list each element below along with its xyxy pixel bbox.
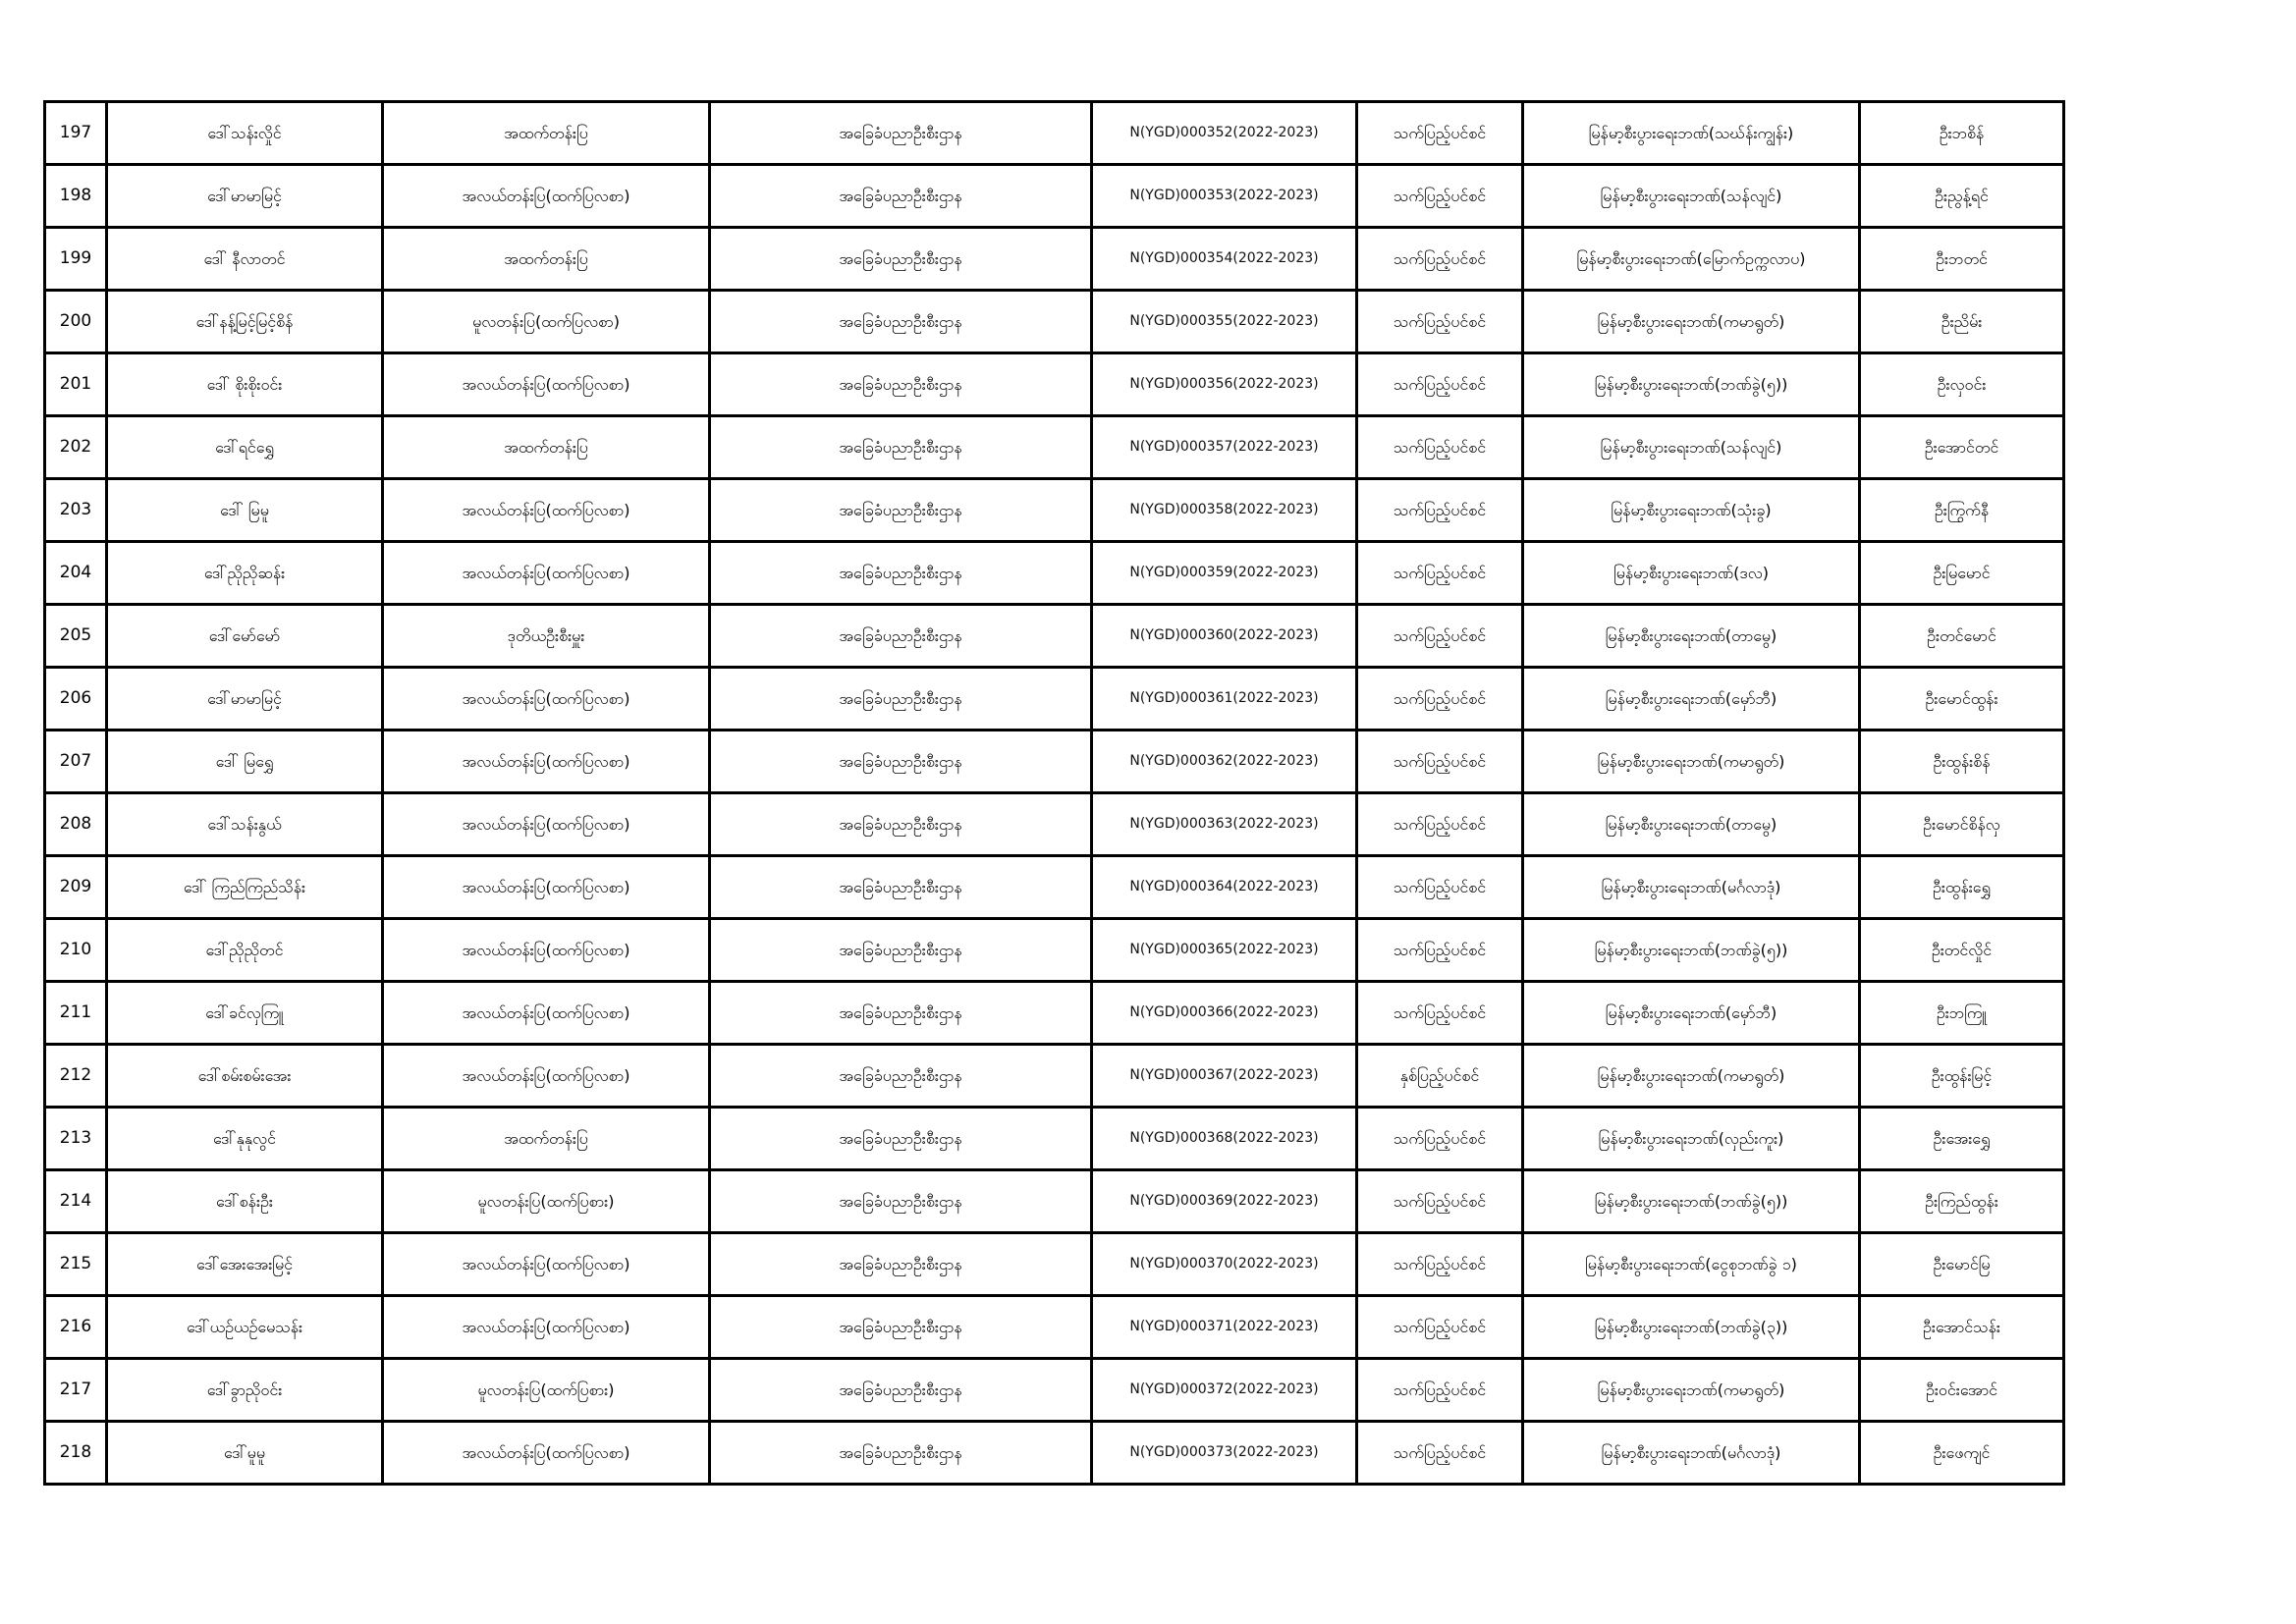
row-number-cell: 207 xyxy=(45,731,107,793)
father-name-cell: ဦးညွန့်ရင် xyxy=(1860,165,2064,228)
father-name-cell: ဦးမောင်မြ xyxy=(1860,1233,2064,1296)
bank-branch-cell: မြန်မာ့စီးပွားရေးဘဏ်(လှည်းကူး) xyxy=(1523,1108,1860,1170)
department-cell: အခြေခံပညာဦးစီးဌာန xyxy=(710,731,1092,793)
table-row xyxy=(45,1422,2064,1485)
name-cell: ဒေါ်ရင်ရွှေ xyxy=(107,416,383,479)
father-name-cell: ဦးညိမ်း xyxy=(1860,291,2064,353)
father-name-cell: ဦးဘတင် xyxy=(1860,228,2064,291)
name-cell: ဒေါ်ခွာညိုဝင်း xyxy=(107,1359,383,1422)
name-cell: ဒေါ်ညိုညိုတင် xyxy=(107,919,383,982)
table-row xyxy=(45,1045,2064,1108)
bank-branch-cell: မြန်မာ့စီးပွားရေးဘဏ်(သုံးခွ) xyxy=(1523,479,1860,542)
department-cell: အခြေခံပညာဦးစီးဌာန xyxy=(710,605,1092,668)
row-number-cell: 208 xyxy=(45,793,107,856)
bank-branch-cell: မြန်မာ့စီးပွားရေးဘဏ်(တာမွေ) xyxy=(1523,793,1860,856)
pension-type-cell: သက်ပြည့်ပင်စင် xyxy=(1357,1233,1523,1296)
reference-number-cell: N(YGD)000365(2022-2023) xyxy=(1092,919,1357,982)
position-cell: မူလတန်းပြ(ထက်ပြလစာ) xyxy=(383,291,710,353)
reference-number-cell: N(YGD)000353(2022-2023) xyxy=(1092,165,1357,228)
bank-branch-cell: မြန်မာ့စီးပွားရေးဘဏ်(ငွေစုဘဏ်ခွဲ ၁) xyxy=(1523,1233,1860,1296)
department-cell: အခြေခံပညာဦးစီးဌာန xyxy=(710,291,1092,353)
pension-type-cell: နှစ်ပြည့်ပင်စင် xyxy=(1357,1045,1523,1108)
pension-list-table xyxy=(43,100,2065,1486)
position-cell: အလယ်တန်းပြ(ထက်ပြလစာ) xyxy=(383,165,710,228)
position-cell: အလယ်တန်းပြ(ထက်ပြလစာ) xyxy=(383,1422,710,1485)
name-cell: ဒေါ်မာမာမြင့် xyxy=(107,165,383,228)
position-cell: အလယ်တန်းပြ(ထက်ပြလစာ) xyxy=(383,479,710,542)
name-cell: ဒေါ်နန့်မြင့်မြင့်စိန် xyxy=(107,291,383,353)
reference-number-cell: N(YGD)000369(2022-2023) xyxy=(1092,1170,1357,1233)
table-row xyxy=(45,605,2064,668)
department-cell: အခြေခံပညာဦးစီးဌာန xyxy=(710,668,1092,731)
father-name-cell: ဦးဘကြူ xyxy=(1860,982,2064,1045)
table-row xyxy=(45,416,2064,479)
reference-number-cell: N(YGD)000357(2022-2023) xyxy=(1092,416,1357,479)
department-cell: အခြေခံပညာဦးစီးဌာန xyxy=(710,228,1092,291)
position-cell: အလယ်တန်းပြ(ထက်ပြလစာ) xyxy=(383,1296,710,1359)
pension-type-cell: သက်ပြည့်ပင်စင် xyxy=(1357,165,1523,228)
row-number-cell: 204 xyxy=(45,542,107,605)
pension-type-cell: သက်ပြည့်ပင်စင် xyxy=(1357,793,1523,856)
father-name-cell: ဦးမောင်စိန်လှ xyxy=(1860,793,2064,856)
name-cell: ဒေါ် နီလာတင် xyxy=(107,228,383,291)
bank-branch-cell: မြန်မာ့စီးပွားရေးဘဏ်(ဘဏ်ခွဲ(၅)) xyxy=(1523,1170,1860,1233)
table-row xyxy=(45,1108,2064,1170)
name-cell: ဒေါ် ကြည်ကြည်သိန်း xyxy=(107,856,383,919)
bank-branch-cell: မြန်မာ့စီးပွားရေးဘဏ်(မှော်ဘီ) xyxy=(1523,982,1860,1045)
row-number-cell: 212 xyxy=(45,1045,107,1108)
name-cell: ဒေါ်စမ်းစမ်းအေး xyxy=(107,1045,383,1108)
table-row xyxy=(45,542,2064,605)
row-number-cell: 217 xyxy=(45,1359,107,1422)
bank-branch-cell: မြန်မာ့စီးပွားရေးဘဏ်(သန်လျင်) xyxy=(1523,165,1860,228)
pension-type-cell: သက်ပြည့်ပင်စင် xyxy=(1357,982,1523,1045)
reference-number-cell: N(YGD)000373(2022-2023) xyxy=(1092,1422,1357,1485)
table-row xyxy=(45,479,2064,542)
pension-type-cell: သက်ပြည့်ပင်စင် xyxy=(1357,1108,1523,1170)
position-cell: အထက်တန်းပြ xyxy=(383,1108,710,1170)
department-cell: အခြေခံပညာဦးစီးဌာန xyxy=(710,856,1092,919)
name-cell: ဒေါ်ယဉ်ယဉ်မေသန်း xyxy=(107,1296,383,1359)
reference-number-cell: N(YGD)000370(2022-2023) xyxy=(1092,1233,1357,1296)
pension-type-cell: သက်ပြည့်ပင်စင် xyxy=(1357,919,1523,982)
table-body xyxy=(45,102,2064,1485)
row-number-cell: 213 xyxy=(45,1108,107,1170)
pension-type-cell: သက်ပြည့်ပင်စင် xyxy=(1357,353,1523,416)
row-number-cell: 197 xyxy=(45,102,107,165)
bank-branch-cell: မြန်မာ့စီးပွားရေးဘဏ်(ကမာရွတ်) xyxy=(1523,731,1860,793)
reference-number-cell: N(YGD)000362(2022-2023) xyxy=(1092,731,1357,793)
reference-number-cell: N(YGD)000358(2022-2023) xyxy=(1092,479,1357,542)
bank-branch-cell: မြန်မာ့စီးပွားရေးဘဏ်(မြောက်ဥက္ကလာပ) xyxy=(1523,228,1860,291)
row-number-cell: 199 xyxy=(45,228,107,291)
table-row xyxy=(45,793,2064,856)
reference-number-cell: N(YGD)000361(2022-2023) xyxy=(1092,668,1357,731)
reference-number-cell: N(YGD)000372(2022-2023) xyxy=(1092,1359,1357,1422)
pension-type-cell: သက်ပြည့်ပင်စင် xyxy=(1357,605,1523,668)
department-cell: အခြေခံပညာဦးစီးဌာန xyxy=(710,479,1092,542)
position-cell: အထက်တန်းပြ xyxy=(383,416,710,479)
pension-type-cell: သက်ပြည့်ပင်စင် xyxy=(1357,1422,1523,1485)
pension-type-cell: သက်ပြည့်ပင်စင် xyxy=(1357,228,1523,291)
position-cell: အလယ်တန်းပြ(ထက်ပြလစာ) xyxy=(383,793,710,856)
reference-number-cell: N(YGD)000371(2022-2023) xyxy=(1092,1296,1357,1359)
department-cell: အခြေခံပညာဦးစီးဌာန xyxy=(710,1108,1092,1170)
pension-type-cell: သက်ပြည့်ပင်စင် xyxy=(1357,102,1523,165)
pension-type-cell: သက်ပြည့်ပင်စင် xyxy=(1357,856,1523,919)
pension-type-cell: သက်ပြည့်ပင်စင် xyxy=(1357,731,1523,793)
department-cell: အခြေခံပညာဦးစီးဌာန xyxy=(710,1296,1092,1359)
row-number-cell: 201 xyxy=(45,353,107,416)
table-row xyxy=(45,102,2064,165)
reference-number-cell: N(YGD)000368(2022-2023) xyxy=(1092,1108,1357,1170)
row-number-cell: 203 xyxy=(45,479,107,542)
row-number-cell: 216 xyxy=(45,1296,107,1359)
reference-number-cell: N(YGD)000356(2022-2023) xyxy=(1092,353,1357,416)
bank-branch-cell: မြန်မာ့စီးပွားရေးဘဏ်(ကမာရွတ်) xyxy=(1523,1045,1860,1108)
row-number-cell: 202 xyxy=(45,416,107,479)
table-row xyxy=(45,228,2064,291)
department-cell: အခြေခံပညာဦးစီးဌာန xyxy=(710,416,1092,479)
father-name-cell: ဦးအောင်သန်း xyxy=(1860,1296,2064,1359)
department-cell: အခြေခံပညာဦးစီးဌာန xyxy=(710,102,1092,165)
father-name-cell: ဦးတင်လှိုင် xyxy=(1860,919,2064,982)
father-name-cell: ဦးမောင်ထွန်း xyxy=(1860,668,2064,731)
name-cell: ဒေါ်မော်မော် xyxy=(107,605,383,668)
name-cell: ဒေါ်မာမာမြင့် xyxy=(107,668,383,731)
table-row xyxy=(45,982,2064,1045)
position-cell: အလယ်တန်းပြ(ထက်ပြလစာ) xyxy=(383,353,710,416)
reference-number-cell: N(YGD)000363(2022-2023) xyxy=(1092,793,1357,856)
reference-number-cell: N(YGD)000366(2022-2023) xyxy=(1092,982,1357,1045)
bank-branch-cell: မြန်မာ့စီးပွားရေးဘဏ်(သဃ်န်းကျွန်း) xyxy=(1523,102,1860,165)
reference-number-cell: N(YGD)000354(2022-2023) xyxy=(1092,228,1357,291)
department-cell: အခြေခံပညာဦးစီးဌာန xyxy=(710,982,1092,1045)
name-cell: ဒေါ်အေးအေးမြင့် xyxy=(107,1233,383,1296)
row-number-cell: 210 xyxy=(45,919,107,982)
reference-number-cell: N(YGD)000360(2022-2023) xyxy=(1092,605,1357,668)
position-cell: မူလတန်းပြ(ထက်ပြစား) xyxy=(383,1170,710,1233)
table-row xyxy=(45,668,2064,731)
position-cell: အထက်တန်းပြ xyxy=(383,228,710,291)
pension-type-cell: သက်ပြည့်ပင်စင် xyxy=(1357,1296,1523,1359)
row-number-cell: 198 xyxy=(45,165,107,228)
table-row xyxy=(45,731,2064,793)
father-name-cell: ဦးအောင်တင် xyxy=(1860,416,2064,479)
position-cell: အလယ်တန်းပြ(ထက်ပြလစာ) xyxy=(383,542,710,605)
position-cell: အလယ်တန်းပြ(ထက်ပြလစာ) xyxy=(383,1045,710,1108)
position-cell: အလယ်တန်းပြ(ထက်ပြလစာ) xyxy=(383,731,710,793)
father-name-cell: ဦးဝင်းအောင် xyxy=(1860,1359,2064,1422)
table-row xyxy=(45,165,2064,228)
bank-branch-cell: မြန်မာ့စီးပွားရေးဘဏ်(တာမွေ) xyxy=(1523,605,1860,668)
table-row xyxy=(45,1296,2064,1359)
name-cell: ဒေါ်ညိုညိုဆန်း xyxy=(107,542,383,605)
pension-type-cell: သက်ပြည့်ပင်စင် xyxy=(1357,416,1523,479)
bank-branch-cell: မြန်မာ့စီးပွားရေးဘဏ်(ဘဏ်ခွဲ(၃)) xyxy=(1523,1296,1860,1359)
row-number-cell: 205 xyxy=(45,605,107,668)
position-cell: မူလတန်းပြ(ထက်ပြစား) xyxy=(383,1359,710,1422)
department-cell: အခြေခံပညာဦးစီးဌာန xyxy=(710,793,1092,856)
row-number-cell: 209 xyxy=(45,856,107,919)
bank-branch-cell: မြန်မာ့စီးပွားရေးဘဏ်(သန်လျင်) xyxy=(1523,416,1860,479)
position-cell: ဒုတိယဦးစီးမှူး xyxy=(383,605,710,668)
name-cell: ဒေါ်နုနုလွင် xyxy=(107,1108,383,1170)
bank-branch-cell: မြန်မာ့စီးပွားရေးဘဏ်(မင်္ဂလာဒုံ) xyxy=(1523,856,1860,919)
row-number-cell: 200 xyxy=(45,291,107,353)
position-cell: အလယ်တန်းပြ(ထက်ပြလစာ) xyxy=(383,1233,710,1296)
name-cell: ဒေါ် မြရွှေ xyxy=(107,731,383,793)
bank-branch-cell: မြန်မာ့စီးပွားရေးဘဏ်(ဘဏ်ခွဲ(၅)) xyxy=(1523,353,1860,416)
bank-branch-cell: မြန်မာ့စီးပွားရေးဘဏ်(ကမာရွတ်) xyxy=(1523,291,1860,353)
department-cell: အခြေခံပညာဦးစီးဌာန xyxy=(710,353,1092,416)
pension-type-cell: သက်ပြည့်ပင်စင် xyxy=(1357,479,1523,542)
position-cell: အလယ်တန်းပြ(ထက်ပြလစာ) xyxy=(383,982,710,1045)
department-cell: အခြေခံပညာဦးစီးဌာန xyxy=(710,1233,1092,1296)
name-cell: ဒေါ်သန်းလှိုင် xyxy=(107,102,383,165)
father-name-cell: ဦးကြွက်နီ xyxy=(1860,479,2064,542)
position-cell: အလယ်တန်းပြ(ထက်ပြလစာ) xyxy=(383,856,710,919)
bank-branch-cell: မြန်မာ့စီးပွားရေးဘဏ်(မှော်ဘီ) xyxy=(1523,668,1860,731)
bank-branch-cell: မြန်မာ့စီးပွားရေးဘဏ်(ဒလ) xyxy=(1523,542,1860,605)
department-cell: အခြေခံပညာဦးစီးဌာန xyxy=(710,165,1092,228)
department-cell: အခြေခံပညာဦးစီးဌာန xyxy=(710,1359,1092,1422)
department-cell: အခြေခံပညာဦးစီးဌာန xyxy=(710,919,1092,982)
father-name-cell: ဦးထွန်းရွှေ xyxy=(1860,856,2064,919)
row-number-cell: 215 xyxy=(45,1233,107,1296)
father-name-cell: ဦးလှဝင်း xyxy=(1860,353,2064,416)
row-number-cell: 214 xyxy=(45,1170,107,1233)
reference-number-cell: N(YGD)000367(2022-2023) xyxy=(1092,1045,1357,1108)
position-cell: အထက်တန်းပြ xyxy=(383,102,710,165)
table-row xyxy=(45,1170,2064,1233)
pension-type-cell: သက်ပြည့်ပင်စင် xyxy=(1357,291,1523,353)
department-cell: အခြေခံပညာဦးစီးဌာန xyxy=(710,1422,1092,1485)
name-cell: ဒေါ်စန်းဦး xyxy=(107,1170,383,1233)
department-cell: အခြေခံပညာဦးစီးဌာန xyxy=(710,1045,1092,1108)
pension-type-cell: သက်ပြည့်ပင်စင် xyxy=(1357,1359,1523,1422)
name-cell: ဒေါ်ခင်လှကြူ xyxy=(107,982,383,1045)
reference-number-cell: N(YGD)000355(2022-2023) xyxy=(1092,291,1357,353)
row-number-cell: 206 xyxy=(45,668,107,731)
position-cell: အလယ်တန်းပြ(ထက်ပြလစာ) xyxy=(383,919,710,982)
father-name-cell: ဦးအေးရွှေ xyxy=(1860,1108,2064,1170)
department-cell: အခြေခံပညာဦးစီးဌာန xyxy=(710,542,1092,605)
reference-number-cell: N(YGD)000352(2022-2023) xyxy=(1092,102,1357,165)
reference-number-cell: N(YGD)000364(2022-2023) xyxy=(1092,856,1357,919)
row-number-cell: 218 xyxy=(45,1422,107,1485)
pension-type-cell: သက်ပြည့်ပင်စင် xyxy=(1357,668,1523,731)
table-row xyxy=(45,1233,2064,1296)
name-cell: ဒေါ် မြမူ xyxy=(107,479,383,542)
father-name-cell: ဦးကြည်ထွန်း xyxy=(1860,1170,2064,1233)
reference-number-cell: N(YGD)000359(2022-2023) xyxy=(1092,542,1357,605)
name-cell: ဒေါ် စိုးစိုးဝင်း xyxy=(107,353,383,416)
father-name-cell: ဦးမြမောင် xyxy=(1860,542,2064,605)
table-row xyxy=(45,856,2064,919)
bank-branch-cell: မြန်မာ့စီးပွားရေးဘဏ်(မင်္ဂလာဒုံ) xyxy=(1523,1422,1860,1485)
position-cell: အလယ်တန်းပြ(ထက်ပြလစာ) xyxy=(383,668,710,731)
department-cell: အခြေခံပညာဦးစီးဌာန xyxy=(710,1170,1092,1233)
father-name-cell: ဦးထွန်းမြင့် xyxy=(1860,1045,2064,1108)
name-cell: ဒေါ်မူမူ xyxy=(107,1422,383,1485)
table-row xyxy=(45,919,2064,982)
bank-branch-cell: မြန်မာ့စီးပွားရေးဘဏ်(ကမာရွတ်) xyxy=(1523,1359,1860,1422)
table-row xyxy=(45,353,2064,416)
name-cell: ဒေါ်သန်းနွယ် xyxy=(107,793,383,856)
pension-type-cell: သက်ပြည့်ပင်စင် xyxy=(1357,1170,1523,1233)
father-name-cell: ဦးဘစိန် xyxy=(1860,102,2064,165)
row-number-cell: 211 xyxy=(45,982,107,1045)
table-row xyxy=(45,291,2064,353)
table-row xyxy=(45,1359,2064,1422)
father-name-cell: ဦးတင်မောင် xyxy=(1860,605,2064,668)
bank-branch-cell: မြန်မာ့စီးပွားရေးဘဏ်(ဘဏ်ခွဲ(၅)) xyxy=(1523,919,1860,982)
father-name-cell: ဦးဖေကျင် xyxy=(1860,1422,2064,1485)
pension-type-cell: သက်ပြည့်ပင်စင် xyxy=(1357,542,1523,605)
father-name-cell: ဦးထွန်းစိန် xyxy=(1860,731,2064,793)
